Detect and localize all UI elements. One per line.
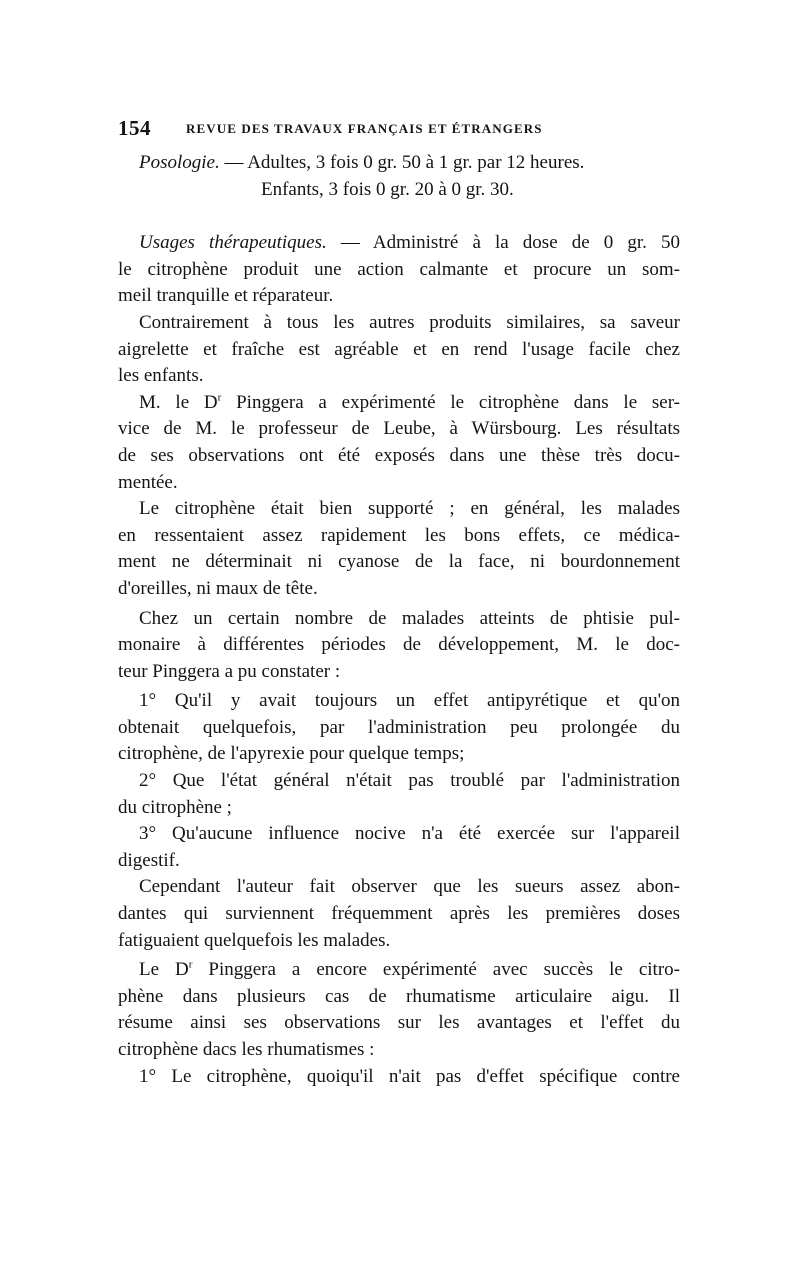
paragraph-pinggera (118, 390, 680, 496)
page-header (118, 116, 680, 144)
text-line (118, 150, 680, 177)
paragraph-last (118, 1064, 680, 1091)
text-line: citrophène dacs les rhumatismes : (118, 1039, 375, 1060)
text-line: du citrophène ; (118, 796, 232, 818)
posologie-section (118, 150, 680, 203)
text-fragment: Pinggera a encore expérimenté avec succès le citro- (192, 959, 680, 981)
paragraph-rhumatisme (118, 957, 680, 1063)
text-line: obtenait quelquefois, par l'administration peu prolongée du (118, 716, 680, 738)
text-line: Le citrophène était bien supporté ; en général, les malades (139, 498, 680, 520)
text-line: 1° Le citrophène, quoiqu'il n'ait pas d'effet spécifique contre (139, 1065, 680, 1087)
superscript: r (188, 958, 193, 971)
text-line: phène dans plusieurs cas de rhumatisme articulaire aigu. Il (118, 985, 680, 1007)
text-line: fatiguaient quelquefois les malades. (118, 929, 391, 951)
list-item-2 (118, 768, 680, 821)
text-line: d'oreilles, ni maux de tête. (118, 577, 318, 599)
paragraph-cependant (118, 874, 680, 954)
text-line (118, 957, 680, 984)
list-item-3 (118, 821, 680, 874)
text-line: 2° Que l'état général n'était pas troublé par l'administration (139, 770, 680, 792)
text-line: Chez un certain nombre de malades atteints de phtisie pul- (139, 607, 680, 629)
text-line: aigrelette et fraîche est agréable et en rend l'usage facile chez (118, 338, 680, 360)
usages-label: Usages thérapeutiques. (139, 232, 327, 254)
text-line: le citrophène produit une action calmante et procure un som- (118, 258, 680, 280)
page-number: 154 (118, 116, 151, 140)
text-line: les enfants. (118, 365, 204, 387)
text-line: 3° Qu'aucune influence nocive n'a été exercée sur l'appareil (139, 823, 680, 845)
superscript: r (217, 391, 222, 404)
text-line: Contrairement à tous les autres produits similaires, sa saveur (139, 311, 680, 333)
paragraph-contrairement (118, 310, 680, 390)
list-item-1 (118, 688, 680, 768)
posologie-label: Posologie. (139, 152, 220, 173)
text-fragment: Pinggera a expérimenté le citrophène dans le ser- (221, 391, 681, 413)
page-body (118, 150, 680, 1090)
text-line: de ses observations ont été exposés dans une thèse très docu- (118, 444, 680, 466)
usages-paragraph (118, 230, 680, 310)
text-line: citrophène, de l'apyrexie pour quelque temps; (118, 743, 465, 765)
text-line: digestif. (118, 849, 180, 871)
text-line: meil tranquille et réparateur. (118, 285, 334, 307)
usages-text: — Administré à la dose de 0 gr. 50 (326, 232, 680, 254)
text-line: Enfants, 3 fois 0 gr. 20 à 0 gr. 30. (261, 178, 514, 200)
text-line: vice de M. le professeur de Leube, à Würsbourg. Les résultats (118, 418, 680, 440)
text-line: ment ne déterminait ni cyanose de la face, ni bourdonnement (118, 551, 680, 573)
text-fragment: M. le D (139, 391, 218, 413)
paragraph-phtisie (118, 606, 680, 686)
running-title: REVUE DES TRAVAUX FRANÇAIS ET ÉTRANGERS (186, 121, 543, 136)
text-line: teur Pinggera a pu constater : (118, 660, 341, 682)
section-gap (118, 203, 680, 230)
text-line: en ressentaient assez rapidement les bons effets, ce médica- (118, 524, 680, 546)
text-line: monaire à différentes périodes de développement, M. le doc- (118, 634, 680, 656)
paragraph-supporte (118, 496, 680, 602)
text-line: dantes qui surviennent fréquemment après les premières doses (118, 903, 680, 925)
text-line: résume ainsi ses observations sur les avantages et l'effet du (118, 1012, 680, 1034)
text-line (118, 230, 680, 257)
text-fragment: Le D (139, 959, 189, 981)
text-line: Cependant l'auteur fait observer que les sueurs assez abon- (139, 876, 680, 898)
text-line (118, 390, 680, 417)
posologie-text: — Adultes, 3 fois 0 gr. 50 à 1 gr. par 12 heures. (219, 152, 585, 173)
text-line: mentée. (118, 471, 178, 493)
text-line: 1° Qu'il y avait toujours un effet antipyrétique et qu'on (139, 690, 680, 712)
